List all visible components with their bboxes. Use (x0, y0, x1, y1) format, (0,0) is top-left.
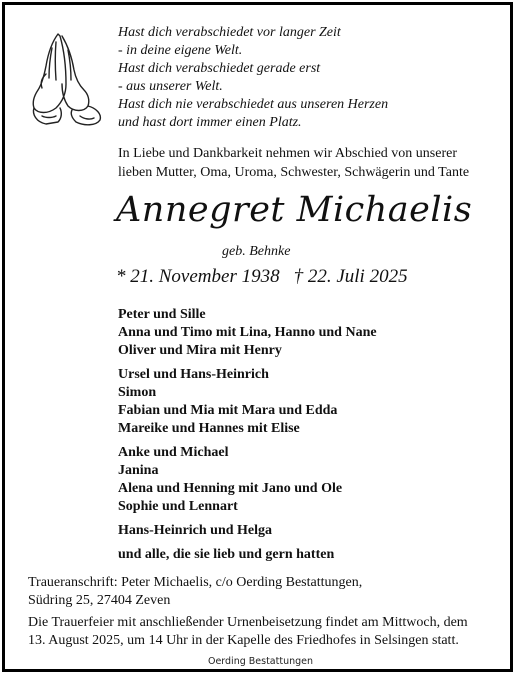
family-line: Alena und Henning mit Jano und Ole (118, 481, 343, 496)
family-line: Mareike und Hannes mit Elise (118, 421, 300, 436)
intro-text (118, 144, 469, 182)
family-group (118, 306, 377, 360)
closing-line: und alle, die sie lieb und gern hatten (118, 547, 335, 562)
family-line: Anke und Michael (118, 445, 229, 460)
deceased-name: Annegret Michaelis (116, 190, 473, 230)
poem (118, 24, 388, 132)
family-line: Hans-Heinrich und Helga (118, 523, 273, 538)
address-line: Südring 25, 27404 Zeven (28, 593, 171, 608)
poem-line: Hast dich nie verabschiedet aus unseren Herzen (118, 97, 389, 112)
intro-line: In Liebe und Dankbarkeit nehmen wir Abschied von unserer (118, 146, 458, 161)
family-list (118, 306, 377, 564)
life-dates (116, 266, 408, 288)
birth-date: * 21. November 1938 (116, 266, 280, 287)
family-group (118, 366, 377, 438)
poem-line: Hast dich verabschiedet vor langer Zeit (118, 25, 341, 40)
poem-line: - aus unserer Welt. (118, 79, 223, 94)
family-line: Janina (118, 463, 159, 478)
poem-line: - in deine eigene Welt. (118, 43, 243, 58)
poem-line: Hast dich verabschiedet gerade erst (118, 61, 321, 76)
family-line: Simon (118, 385, 157, 400)
family-group (118, 444, 377, 516)
ceremony-line: 13. August 2025, um 14 Uhr in der Kapelle des Friedhofes in Selsingen statt. (28, 633, 459, 648)
ceremony-line: Die Trauerfeier mit anschließender Urnenbeisetzung findet am Mittwoch, dem (28, 615, 468, 630)
funeral-home-credit: Oerding Bestattungen (207, 656, 314, 667)
maiden-name: geb. Behnke (222, 244, 291, 259)
poem-line: und hast dort immer einen Platz. (118, 115, 302, 130)
ceremony-info (28, 614, 468, 650)
family-line: Ursel und Hans-Heinrich (118, 367, 269, 382)
family-line: Fabian und Mia mit Mara und Edda (118, 403, 338, 418)
mourning-address (28, 574, 362, 610)
intro-line: lieben Mutter, Oma, Uroma, Schwester, Schwägerin und Tante (118, 165, 470, 180)
death-date: † 22. Juli 2025 (293, 266, 408, 287)
address-line: Traueranschrift: Peter Michaelis, c/o Oerding Bestattungen, (28, 575, 363, 590)
family-line: Oliver und Mira mit Henry (118, 343, 282, 358)
family-line: Peter und Sille (118, 307, 206, 322)
praying-hands-icon (22, 28, 106, 128)
family-group (118, 522, 377, 540)
family-line: Anna und Timo mit Lina, Hanno und Nane (118, 325, 377, 340)
family-line: Sophie und Lennart (118, 499, 238, 514)
